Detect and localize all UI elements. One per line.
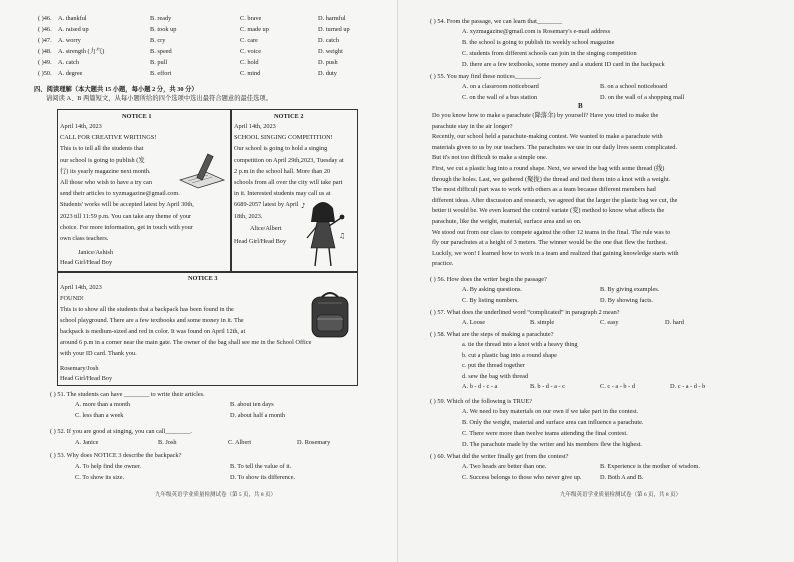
backpack-icon — [304, 289, 356, 341]
q58-option-a: A. b - d - c - a — [462, 383, 498, 390]
notice-line: choice. For more information, get in touch with your — [60, 223, 193, 231]
notice-line: April 14th, 2023 — [234, 123, 276, 130]
passage-line: Recently, our school held a parachute-making contest. We wanted to make a parachute with — [432, 133, 663, 141]
notice-3-title: NOTICE 3 — [188, 275, 218, 282]
svg-text:♪: ♪ — [301, 202, 306, 210]
q53-option-b: B. To tell the value of it. — [230, 463, 292, 470]
q59-option-d: D. The parachute made by the writer and his members flew the highest. — [462, 441, 642, 448]
q52-option-a: A. Janice — [75, 439, 99, 446]
q56-option-c: C. By listing numbers. — [462, 297, 519, 304]
notice-1-signature: Janice/Ashish — [78, 249, 113, 256]
q55-option-c: C. on the wall of a bus station — [462, 94, 538, 101]
q58-step: b. cut a plastic bag into a round shape — [462, 351, 557, 359]
notice-line: Our school is going to hold a singing — [234, 145, 328, 153]
cloze-option-d: D. harmful — [318, 15, 346, 22]
notice-1-title: NOTICE 1 — [122, 113, 152, 120]
q55-option-b: B. on a school noticeboard — [600, 83, 668, 90]
cloze-option-c: C. voice — [240, 48, 261, 55]
q52-option-b: B. Josh — [158, 439, 177, 446]
cloze-option-d: D. duty — [318, 70, 337, 77]
q51-option-a: A. more than a month — [75, 401, 131, 408]
notice-line: schools from all over the city will take part — [234, 179, 343, 186]
cloze-option-a: A. raised up — [58, 26, 89, 33]
svg-text:♫: ♫ — [339, 232, 346, 240]
q60-option-d: D. Both A and B. — [600, 474, 644, 481]
question-51: ( ) 51. The students can have ________ to write their articles. — [50, 391, 205, 398]
q58-option-d: D. c - a - d - b — [670, 383, 706, 390]
passage-line: different ideas. After discussion and research, we agreed that the larger the plastic bag we cut, the — [432, 196, 678, 204]
q57-option-a: A. Loose — [462, 319, 486, 326]
q58-option-c: C. c - a - b - d — [600, 383, 635, 390]
notice-1 — [57, 109, 231, 272]
cloze-option-b: B. ready — [150, 15, 172, 22]
cloze-option-b: B. pull — [150, 59, 168, 66]
q56-option-d: D. By showing facts. — [600, 297, 653, 304]
section-heading: 四、阅读理解（本大题共 15 小题，每小题 2 分，共 30 分） — [34, 86, 198, 93]
cloze-question-number: ( )48. — [38, 48, 52, 55]
q54-option-a: A. xyzmagazine@gmail.com is Rosemary's e-mail address — [462, 28, 611, 35]
q60-option-c: C. Success belongs to those who never give up. — [462, 474, 582, 481]
notice-line: with your ID card. Thank you. — [60, 350, 137, 357]
cloze-option-d: D. turned up — [318, 26, 350, 33]
notice-3-signature: Rosemary/Josh — [60, 365, 99, 372]
cloze-option-b: B. cry — [150, 37, 166, 44]
singer-girl-icon — [297, 198, 349, 270]
passage-line: parachute stay in the air longer? — [432, 122, 513, 130]
notice-line: FOUND! — [60, 295, 84, 302]
notice-line: CALL FOR CREATIVE WRITINGS! — [60, 134, 157, 142]
section-b-heading: B — [578, 102, 583, 110]
q59-option-b: B. Only the weight, material and surface area can influence a parachute. — [462, 419, 644, 426]
q54-option-c: C. students from different schools can join in the singing competition — [462, 50, 637, 57]
section-instruction: 请阅读 A、B 两篇短文，从每小题所给的四个选项中选出最符合题意的最佳选项。 — [46, 95, 272, 102]
notice-line: 2 p.m in the school hall. More than 20 — [234, 167, 331, 175]
notice-2-role: Head Girl/Head Boy — [234, 238, 287, 245]
q56-option-a: A. By asking questions. — [462, 286, 522, 293]
notice-line: 6689-2057 latest by April — [234, 201, 299, 209]
q56-option-b: B. By giving examples. — [600, 286, 660, 293]
cloze-option-d: D. weight — [318, 48, 343, 55]
cloze-option-c: C. made up — [240, 26, 269, 33]
question-58: ( ) 58. What are the steps of making a parachute? — [430, 331, 554, 338]
notice-line: backpack is medium-sized and red in color. It was found on April 12th, at — [60, 328, 246, 335]
notice-line: 2023 till 11:59 p.m. You can take any theme of your — [60, 212, 192, 220]
q58-step: d. sew the bag with thread — [462, 372, 529, 380]
q54-option-b: B. the school is going to publish its weekly school magazine — [462, 39, 615, 46]
question-57: ( ) 57. What does the underlined word “complicated” in paragraph 2 mean? — [430, 309, 620, 316]
cloze-option-d: D. catch — [318, 37, 339, 44]
notice-line: Students' works will be accepted latest by April 30th, — [60, 201, 194, 209]
q54-option-d: D. there are a few textbooks, some money and a student ID card in the backpack — [462, 61, 665, 68]
passage-line: First, we cut a plastic bag into a round shape. Next, we sewed the bag with some thread (线) — [432, 165, 665, 172]
notice-line: 18th, 2023. — [234, 212, 263, 220]
q51-option-c: C. less than a week — [75, 412, 124, 419]
passage-line: parachute, like the weight, material, surface area and so on. — [432, 218, 582, 225]
question-52: ( ) 52. If you are good at singing, you can call________. — [50, 428, 192, 435]
q51-option-d: D. about half a month — [230, 412, 286, 419]
cloze-option-c: C. hold — [240, 59, 259, 66]
cloze-question-number: ( )46. — [38, 15, 52, 22]
notice-3 — [57, 272, 358, 386]
notice-line: April 14th, 2023 — [60, 123, 102, 130]
notice-1-role: Head Girl/Head Boy — [60, 259, 113, 266]
left-footer: 九年级英语学业质量检测试卷（第 5 页，共 8 页） — [155, 492, 277, 498]
notice-line: school playground. There are a few textbooks and some money in it. The — [60, 317, 244, 324]
q52-option-d: D. Rosemary — [297, 439, 331, 446]
q60-option-a: A. Two heads are better than one. — [462, 463, 547, 470]
q53-option-d: D. To show its difference. — [230, 474, 296, 481]
passage-line: Do you know how to make a parachute (降落伞) by yourself? Have you tried to make the — [432, 112, 659, 119]
cloze-question-number: ( )49. — [38, 59, 52, 66]
question-53: ( ) 53. Why does NOTICE 3 describe the backpack? — [50, 452, 182, 459]
cloze-question-number: ( )47. — [38, 37, 52, 44]
q57-option-b: B. simple — [530, 319, 555, 326]
question-60: ( ) 60. What did the writer finally get from the contest? — [430, 453, 569, 460]
passage-line: better it would be. We even learned the control variate (变) method to know what affects the — [432, 207, 665, 215]
cloze-option-d: D. push — [318, 59, 338, 66]
q58-step: c. put the thread together — [462, 362, 525, 369]
question-59: ( ) 59. Which of the following is TRUE? — [430, 398, 533, 405]
question-55: ( ) 55. You may find these notices________. — [430, 73, 542, 80]
question-56: ( ) 56. How does the writer begin the passage? — [430, 276, 547, 283]
q60-option-b: B. Experience is the mother of wisdom. — [600, 463, 701, 470]
passage-line: But it's not too difficult to make a simple one. — [432, 154, 548, 162]
q55-option-d: D. on the wall of a shopping mall — [600, 94, 685, 101]
notice-line: around 6 p.m in a corner near the main gate. The owner of the bag shall see me in the School Office — [60, 339, 312, 346]
cloze-option-a: A. strength (力气) — [58, 48, 105, 55]
q57-option-c: C. easy — [600, 319, 619, 326]
notice-2 — [231, 109, 358, 272]
passage-line: Luckily, we won! I learned how to work in a team and realized that gaining knowledge starts with — [432, 249, 679, 257]
notice-line: All those who wish to have a try can — [60, 179, 152, 186]
q58-option-b: B. b - d - a - c — [530, 383, 565, 390]
cloze-option-c: C. brave — [240, 15, 262, 22]
q52-option-c: C. Albert — [228, 439, 252, 446]
cloze-option-a: A. catch — [58, 59, 79, 66]
notice-line: our school is going to publish (发 — [60, 156, 145, 164]
cloze-option-b: B. effort — [150, 70, 172, 77]
q55-option-a: A. on a classroom noticeboard — [462, 83, 539, 90]
passage-line: practice. — [432, 260, 454, 268]
passage-line: fly our parachutes at a height of 3 meters. The winner would be the one that flew the furthest. — [432, 239, 668, 247]
q53-option-a: A. To help find the owner. — [75, 463, 142, 470]
q51-option-b: B. about ten days — [230, 401, 274, 408]
notice-line: send their articles to xyzmagazine@gmail.com. — [60, 190, 180, 198]
notice-line: April 14th, 2023 — [60, 284, 102, 291]
q59-option-a: A. We need to buy materials on our own if we take part in the contest. — [462, 408, 639, 415]
cloze-option-b: B. took up — [150, 26, 177, 33]
cloze-question-number: ( )46. — [38, 26, 52, 33]
passage-line: materials given to us by our teachers. The parachutes we use in our daily lives seem complicated. — [432, 143, 678, 151]
notice-line: This is to tell all the students that — [60, 145, 144, 153]
cloze-option-c: C. mind — [240, 70, 261, 77]
q58-step: a. tie the thread into a knot with a heavy thing — [462, 341, 578, 348]
right-footer: 九年级英语学业质量检测试卷（第 6 页，共 8 页） — [560, 492, 682, 498]
notice-line: in it. Interested students may call us at — [234, 190, 331, 198]
writing-pen-icon — [176, 150, 228, 190]
q53-option-c: C. To show its size. — [75, 474, 125, 481]
q59-option-c: C. There were more than twelve teams attending the final contest. — [462, 430, 628, 437]
notice-line: This is to show all the students that a backpack has been found in the — [60, 306, 234, 313]
notice-line: competition on April 29th,2023, Tuesday at — [234, 156, 344, 164]
notice-2-title: NOTICE 2 — [274, 113, 304, 120]
notice-line: 行) its yearly magazine next month. — [60, 167, 151, 175]
q57-option-d: D. hard — [665, 319, 684, 326]
passage-line: We stood out from our class to compete against the other 12 teams in the final. The rule was to — [432, 228, 671, 236]
question-54: ( ) 54. From the passage, we can learn that________ — [430, 18, 563, 25]
notice-line: own class teachers. — [60, 235, 109, 242]
notice-3-role: Head Girl/Head Boy — [60, 375, 113, 382]
notice-line: SCHOOL SINGING COMPETITION! — [234, 134, 333, 142]
cloze-option-c: C. care — [240, 37, 258, 44]
passage-line: through the holes. Last, we gathered (聚拢) the thread and tied them into a knot with a weight. — [432, 175, 671, 183]
cloze-option-b: B. speed — [150, 48, 172, 55]
passage-line: The most difficult part was to work with others as a team because different members had — [432, 186, 656, 194]
cloze-option-a: A. worry — [58, 37, 81, 44]
cloze-option-a: A. degree — [58, 70, 83, 77]
notice-2-signature: Alice/Albert — [250, 225, 282, 232]
cloze-question-number: ( )50. — [38, 70, 52, 77]
cloze-option-a: A. thankful — [58, 15, 87, 22]
